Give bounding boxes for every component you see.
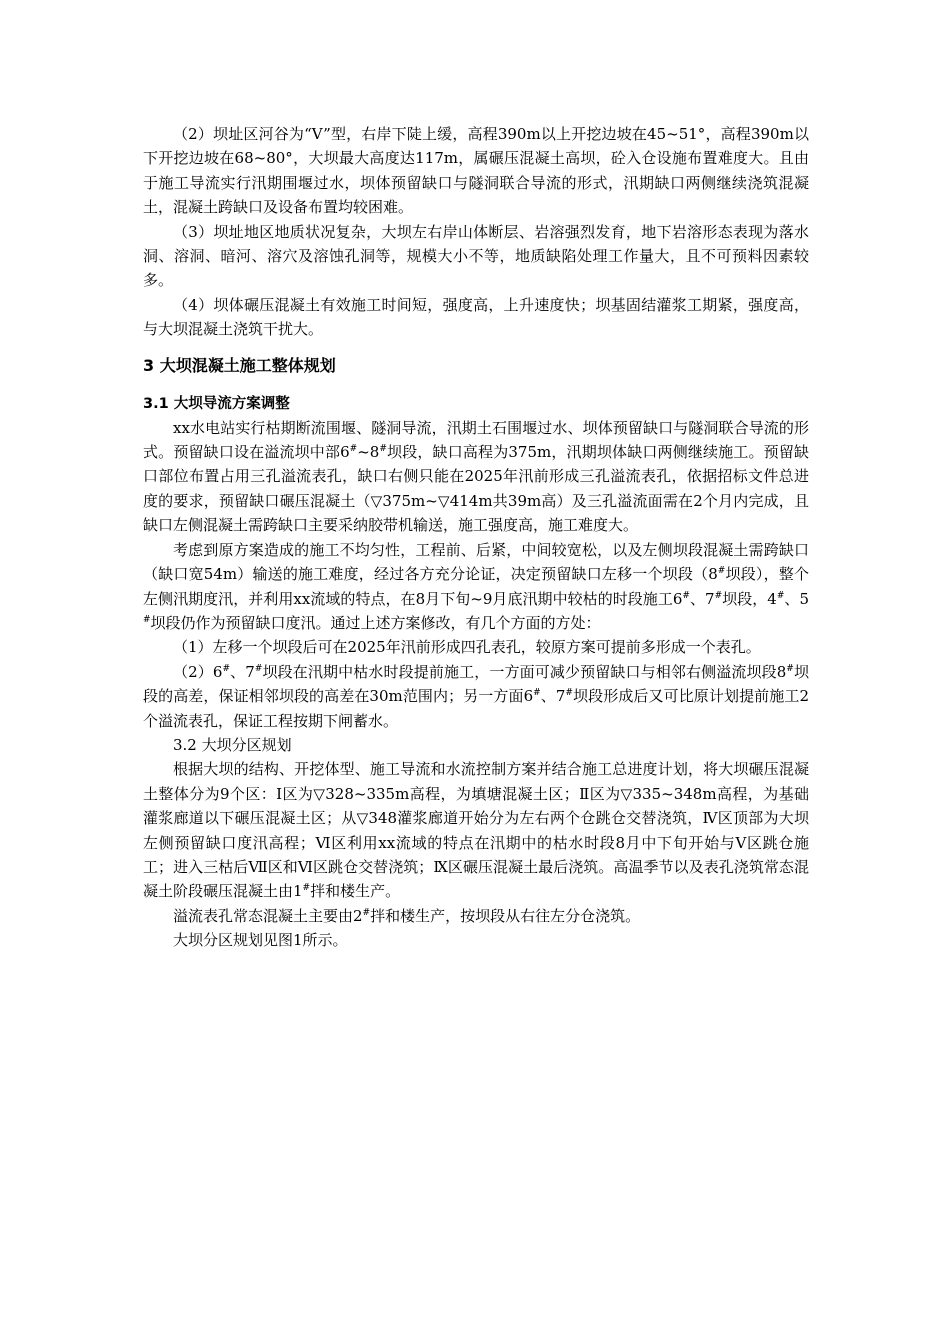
paragraph-construction-time: （4）坝体碾压混凝土有效施工时间短，强度高，上升速度快；坝基固结灌浆工期紧，强度高，与大坝混凝土浇筑干扰大。 (143, 295, 809, 339)
paragraph-scheme-change: 考虑到原方案造成的施工不均匀性，工程前、后紧，中间较宽松，以及左侧坝段混凝土需跨缺口（缺口宽54m）输送的施工难度，经过各方充分论证，决定预留缺口左移一个坝段（8#坝段），整个左侧汛期度汛，并利用xx流域的特点，在8月下旬~9月底汛期中较枯的时段施工6#、7#坝段，4#、5#坝段仍作为预留缺口度汛。通过上述方案修改，有几个方面的方处： (143, 540, 810, 632)
paragraph-figure-reference: 大坝分区规划见图1所示。 (173, 931, 348, 950)
paragraph-benefit-1: （1）左移一个坝段后可在2025年汛前形成四孔表孔，较原方案可提前多形成一个表孔。 (173, 638, 761, 657)
paragraph-diversion-scheme: xx水电站实行枯期断流围堰、隧洞导流，汛期土石围堰过水、坝体预留缺口与隧洞联合导流的形式。预留缺口设在溢流坝中部6#~8#坝段，缺口高程为375m，汛期坝体缺口两侧继续施工。预留缺口部位布置占用三孔溢流表孔，缺口右侧只能在2025年汛前形成三孔溢流表孔，依据招标文件总进度的要求，预留缺口碾压混凝土（▽375m~▽414m共39m高）及三孔溢流面需在2个月内完成，且缺口左侧混凝土需跨缺口主要采纳胶带机输送，施工强度高，施工难度大。 (143, 418, 809, 535)
section-heading-3: 3 大坝混凝土施工整体规划 (143, 355, 336, 375)
subsection-heading-3-1: 3.1 大坝导流方案调整 (143, 395, 290, 412)
paragraph-geology: （3）坝址地区地质状况复杂，大坝左右岸山体断层、岩溶强烈发育，地下岩溶形态表现为落水洞、溶洞、暗河、溶穴及溶蚀孔洞等，规模大小不等，地质缺陷处理工作量大，且不可预料因素较多。 (143, 222, 809, 290)
paragraph-benefit-2: （2）6#、7#坝段在汛期中枯水时段提前施工，一方面可减少预留缺口与相邻右侧溢流坝段8#坝段的高差，保证相邻坝段的高差在30m范围内；另一方面6#、7#坝段形成后又可比原计划提前施工2个溢流表孔，保证工程按期下闸蓄水。 (143, 662, 810, 730)
paragraph-river-valley: （2）坝址区河谷为“V”型，右岸下陡上缓，高程390m以上开挖边坡在45~51°，高程390m以下开挖边坡在68~80°，大坝最大高度达117m，属碾压混凝土高坝，砼入仓设施布置难度大。且由于施工导流实行汛期围堰过水，坝体预留缺口与隧洞联合导流的形式，汛期缺口两侧继续浇筑混凝土，混凝土跨缺口及设备布置均较困难。 (143, 125, 809, 217)
document-page (143, 122, 809, 953)
paragraph-spillway-concrete: 溢流表孔常态混凝土主要由2#拌和楼生产，按坝段从右往左分仓浇筑。 (173, 906, 641, 925)
subsection-heading-3-2: 3.2 大坝分区规划 (173, 735, 292, 754)
paragraph-zoning: 根据大坝的结构、开挖体型、施工导流和水流控制方案并结合施工总进度计划，将大坝碾压混凝土整体分为9个区：Ⅰ区为▽328~335m高程，为填塘混凝土区；Ⅱ区为▽335~348m高程，为基础灌浆廊道以下碾压混凝土区；从▽348灌浆廊道开始分为左右两个仓跳仓交替浇筑，Ⅳ区顶部为大坝左侧预留缺口度汛高程；Ⅵ区利用xx流域的特点在汛期中的枯水时段8月中下旬开始与Ⅴ区跳仓施工；进入三枯后Ⅶ区和Ⅵ区跳仓交替浇筑；Ⅸ区碾压混凝土最后浇筑。高温季节以及表孔浇筑常态混凝土阶段碾压混凝土由1#拌和楼生产。 (143, 760, 809, 901)
